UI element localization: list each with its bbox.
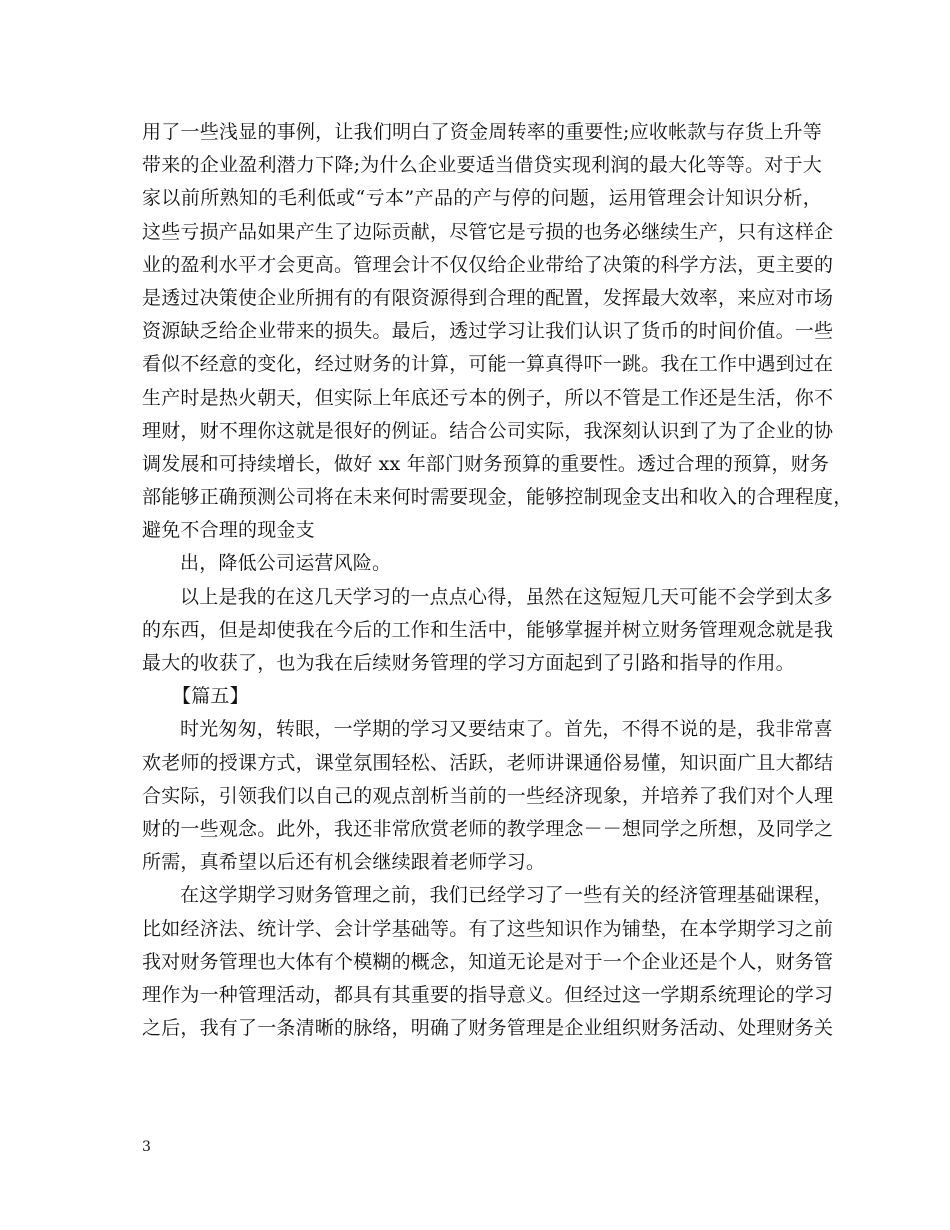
text-line: 以上是我的在这几天学习的一点点心得，虽然在这短短几天可能不会学到太多	[180, 585, 833, 608]
text-line: 业的盈利水平才会更高。管理会计不仅仅给企业带给了决策的科学方法，更主要的	[142, 253, 834, 276]
text-line: 家以前所熟知的毛利低或“亏本”产品的产与停的问题，运用管理会计知识分析，	[142, 187, 822, 210]
text-line: 之后，我有了一条清晰的脉络，明确了财务管理是企业组织财务活动、处理财务关	[142, 1017, 834, 1040]
text-line: 出，降低公司运营风险。	[180, 552, 392, 575]
text-line: 我对财务管理也大体有个模糊的概念，知道无论是对于一个企业还是个人，财务管	[142, 950, 834, 973]
text-line: 调发展和可持续增长，做好 xx 年部门财务预算的重要性。透过合理的预算，财务	[142, 452, 830, 475]
text-line: 看似不经意的变化，经过财务的计算，可能一算真得吓一跳。我在工作中遇到过在	[142, 353, 834, 376]
page-number: 3	[142, 1139, 151, 1155]
paragraph	[142, 713, 834, 879]
text-line: 理财，财不理你这就是很好的例证。结合公司实际，我深刻认识到了为了企业的协	[142, 419, 834, 442]
paragraph	[142, 547, 822, 580]
text-line: 这些亏损产品如果产生了边际贡献，尽管它是亏损的也务必继续生产，只有这样企	[142, 220, 834, 243]
text-line: 的东西，但是却使我在今后的工作和生活中，能够掌握并树立财务管理观念就是我	[142, 618, 834, 641]
section-heading-text: 【篇五】	[172, 685, 249, 708]
paragraph-continuation	[142, 116, 853, 547]
paragraph	[142, 879, 834, 1045]
document-body	[142, 116, 853, 1045]
text-line: 生产时是热火朝天，但实际上年底还亏本的例子，所以不管是工作还是生活，你不	[142, 386, 834, 409]
section-heading	[142, 680, 822, 713]
text-line: 避免不合理的现金支	[142, 519, 315, 542]
text-line: 部能够正确预测公司将在未来何时需要现金，能够控制现金支出和收入的合理程度，	[142, 486, 853, 509]
text-line: 时光匆匆，转眼，一学期的学习又要结束了。首先，不得不说的是，我非常喜	[180, 718, 833, 741]
text-line: 财的一些观念。此外，我还非常欣赏老师的教学理念－－想同学之所想，及同学之	[142, 817, 834, 840]
text-line: 欢老师的授课方式，课堂氛围轻松、活跃，老师讲课通俗易懂，知识面广且大都结	[142, 751, 834, 774]
text-line: 比如经济法、统计学、会计学基础等。有了这些知识作为铺垫，在本学期学习之前	[142, 917, 834, 940]
text-line: 是透过决策使企业所拥有的有限资源得到合理的配置，发挥最大效率，来应对市场	[142, 286, 834, 309]
text-line: 所需，真希望以后还有机会继续跟着老师学习。	[142, 851, 546, 874]
text-line: 最大的收获了，也为我在后续财务管理的学习方面起到了引路和指导的作用。	[142, 652, 795, 674]
text-line: 在这学期学习财务管理之前，我们已经学习了一些有关的经济管理基础课程，	[180, 884, 833, 907]
text-line: 理作为一种管理活动，都具有其重要的指导意义。但经过这一学期系统理论的学习	[142, 983, 834, 1006]
text-line: 资源缺乏给企业带来的损失。最后，透过学习让我们认识了货币的时间价值。一些	[142, 320, 834, 343]
paragraph	[142, 581, 834, 681]
text-line: 用了一些浅显的事例，让我们明白了资金周转率的重要性;应收帐款与存货上升等	[142, 121, 822, 143]
text-line: 合实际，引领我们以自己的观点剖析当前的一些经济现象，并培养了我们对个人理	[142, 784, 834, 807]
text-line: 带来的企业盈利潜力下降;为什么企业要适当借贷实现利润的最大化等等。对于大	[142, 154, 822, 177]
